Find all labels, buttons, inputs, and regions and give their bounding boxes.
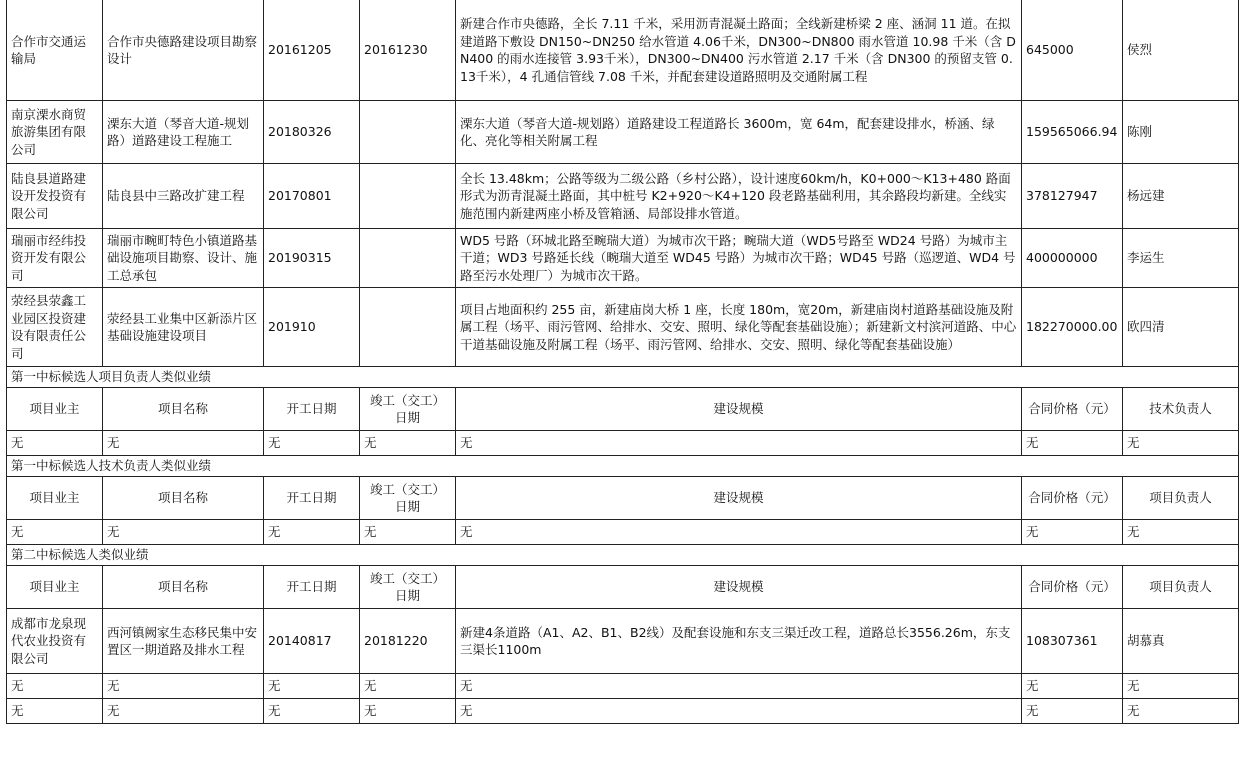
owner-cell: 荥经县荥鑫工业园区投资建设有限责任公司 [7, 288, 103, 367]
leader-cell: 侯烈 [1123, 0, 1239, 101]
price-cell: 无 [1022, 520, 1123, 545]
end-date-cell [360, 288, 456, 367]
owner-cell: 无 [7, 520, 103, 545]
column-header: 合同价格（元） [1022, 388, 1123, 431]
scale-cell: WD5 号路（环城北路至畹瑞大道）为城市次干路；畹瑞大道（WD5号路至 WD24 号路）为城市主干道；WD3 号路延长线（畹瑞大道至 WD45 号路）为城市次干路；WD45 号路（巡逻道、WD4 号路至污水处理厂）为城市次干路。 [456, 229, 1022, 288]
start-date-cell: 20190315 [264, 229, 360, 288]
section-title: 第一中标候选人技术负责人类似业绩 [7, 456, 1239, 477]
scale-cell: 新建合作市央德路，全长 7.11 千米，采用沥青混凝土路面；全线新建桥梁 2 座、涵洞 11 道。在拟建道路下敷设 DN150~DN250 给水管道 4.06千米，DN300~DN800 雨水管道 10.98 千米（含 DN400 的雨水连接管 3.93千米），DN300~DN400 污水管道 2.17 千米（含 DN300 的预留支管 0.13千米），4 孔通信管线 7.08 千米，并配套建设道路照明及交通附属工程 [456, 0, 1022, 101]
table-row [7, 0, 1239, 101]
start-date-cell: 20170801 [264, 164, 360, 229]
table-row [7, 431, 1239, 456]
column-header: 开工日期 [264, 566, 360, 609]
column-header: 建设规模 [456, 566, 1022, 609]
owner-cell: 无 [7, 699, 103, 724]
project-name-cell: 瑞丽市畹町特色小镇道路基础设施项目勘察、设计、施工总承包 [103, 229, 264, 288]
price-cell: 无 [1022, 674, 1123, 699]
price-cell: 无 [1022, 699, 1123, 724]
scale-cell: 无 [456, 699, 1022, 724]
price-cell: 108307361 [1022, 609, 1123, 674]
end-date-cell [360, 164, 456, 229]
column-header: 开工日期 [264, 477, 360, 520]
scale-cell: 无 [456, 674, 1022, 699]
column-header: 项目业主 [7, 566, 103, 609]
start-date-cell: 20180326 [264, 101, 360, 164]
scale-cell: 溧东大道（琴音大道-规划路）道路建设工程道路长 3600m，宽 64m，配套建设排水，桥涵、绿化、亮化等相关附属工程 [456, 101, 1022, 164]
column-header: 合同价格（元） [1022, 477, 1123, 520]
column-header: 竣工（交工）日期 [360, 388, 456, 431]
table-row [7, 520, 1239, 545]
section-title-row [7, 456, 1239, 477]
column-header: 技术负责人 [1123, 388, 1239, 431]
project-name-cell: 无 [103, 699, 264, 724]
project-name-cell: 西河镇阙家生态移民集中安置区一期道路及排水工程 [103, 609, 264, 674]
project-name-cell: 荥经县工业集中区新添片区基础设施建设项目 [103, 288, 264, 367]
owner-cell: 南京溧水商贸旅游集团有限公司 [7, 101, 103, 164]
table-row [7, 101, 1239, 164]
table-row [7, 699, 1239, 724]
leader-cell: 无 [1123, 431, 1239, 456]
project-name-cell: 合作市央德路建设项目勘察设计 [103, 0, 264, 101]
scale-cell: 新建4条道路（A1、A2、B1、B2线）及配套设施和东支三渠迁改工程，道路总长3556.26m，东支三渠长1100m [456, 609, 1022, 674]
start-date-cell: 201910 [264, 288, 360, 367]
end-date-cell: 无 [360, 520, 456, 545]
performance-table [6, 0, 1239, 724]
start-date-cell: 20161205 [264, 0, 360, 101]
section-title: 第二中标候选人类似业绩 [7, 545, 1239, 566]
price-cell: 182270000.00 [1022, 288, 1123, 367]
project-name-cell: 溧东大道（琴音大道-规划路）道路建设工程施工 [103, 101, 264, 164]
column-header: 项目负责人 [1123, 566, 1239, 609]
column-header: 项目负责人 [1123, 477, 1239, 520]
leader-cell: 欧四清 [1123, 288, 1239, 367]
leader-cell: 李运生 [1123, 229, 1239, 288]
leader-cell: 无 [1123, 674, 1239, 699]
leader-cell: 胡慕真 [1123, 609, 1239, 674]
start-date-cell: 无 [264, 674, 360, 699]
scale-cell: 无 [456, 520, 1022, 545]
header-row [7, 388, 1239, 431]
section-title-row [7, 545, 1239, 566]
column-header: 开工日期 [264, 388, 360, 431]
section-title: 第一中标候选人项目负责人类似业绩 [7, 367, 1239, 388]
start-date-cell: 无 [264, 431, 360, 456]
column-header: 建设规模 [456, 477, 1022, 520]
price-cell: 645000 [1022, 0, 1123, 101]
column-header: 项目名称 [103, 566, 264, 609]
leader-cell: 无 [1123, 699, 1239, 724]
table-row [7, 609, 1239, 674]
project-name-cell: 无 [103, 674, 264, 699]
column-header: 合同价格（元） [1022, 566, 1123, 609]
end-date-cell: 无 [360, 674, 456, 699]
project-name-cell: 陆良县中三路改扩建工程 [103, 164, 264, 229]
section-title-row [7, 367, 1239, 388]
owner-cell: 合作市交通运输局 [7, 0, 103, 101]
column-header: 项目业主 [7, 477, 103, 520]
project-name-cell: 无 [103, 431, 264, 456]
end-date-cell: 无 [360, 699, 456, 724]
scale-cell: 无 [456, 431, 1022, 456]
table-row [7, 229, 1239, 288]
scale-cell: 项目占地面积约 255 亩，新建庙岗大桥 1 座，长度 180m，宽20m，新建庙岗村道路基础设施及附属工程（场平、雨污管网、给排水、交安、照明、绿化等配套基础设施）；新建新文村滨河道路、中心干道基础设施及附属工程（场平、雨污管网、给排水、交安、照明、绿化等配套基础设施） [456, 288, 1022, 367]
price-cell: 378127947 [1022, 164, 1123, 229]
table-row [7, 674, 1239, 699]
column-header: 建设规模 [456, 388, 1022, 431]
owner-cell: 瑞丽市经纬投资开发有限公司 [7, 229, 103, 288]
end-date-cell: 20161230 [360, 0, 456, 101]
end-date-cell: 无 [360, 431, 456, 456]
header-row [7, 566, 1239, 609]
leader-cell: 杨远建 [1123, 164, 1239, 229]
start-date-cell: 无 [264, 699, 360, 724]
table-row [7, 288, 1239, 367]
end-date-cell [360, 229, 456, 288]
column-header: 竣工（交工）日期 [360, 566, 456, 609]
start-date-cell: 无 [264, 520, 360, 545]
owner-cell: 无 [7, 674, 103, 699]
price-cell: 无 [1022, 431, 1123, 456]
leader-cell: 无 [1123, 520, 1239, 545]
header-row [7, 477, 1239, 520]
price-cell: 159565066.94 [1022, 101, 1123, 164]
price-cell: 400000000 [1022, 229, 1123, 288]
leader-cell: 陈刚 [1123, 101, 1239, 164]
column-header: 项目名称 [103, 477, 264, 520]
end-date-cell: 20181220 [360, 609, 456, 674]
column-header: 项目业主 [7, 388, 103, 431]
owner-cell: 陆良县道路建设开发投资有限公司 [7, 164, 103, 229]
column-header: 项目名称 [103, 388, 264, 431]
end-date-cell [360, 101, 456, 164]
project-name-cell: 无 [103, 520, 264, 545]
table-row [7, 164, 1239, 229]
start-date-cell: 20140817 [264, 609, 360, 674]
column-header: 竣工（交工）日期 [360, 477, 456, 520]
owner-cell: 无 [7, 431, 103, 456]
owner-cell: 成都市龙泉现代农业投资有限公司 [7, 609, 103, 674]
scale-cell: 全长 13.48km；公路等级为二级公路（乡村公路），设计速度60km/h，K0+000～K13+480 路面形式为沥青混凝土路面，其中桩号 K2+920～K4+120 段老路基础利用，其余路段均新建。全线实施范围内新建两座小桥及管箱涵、局部设排水管道。 [456, 164, 1022, 229]
